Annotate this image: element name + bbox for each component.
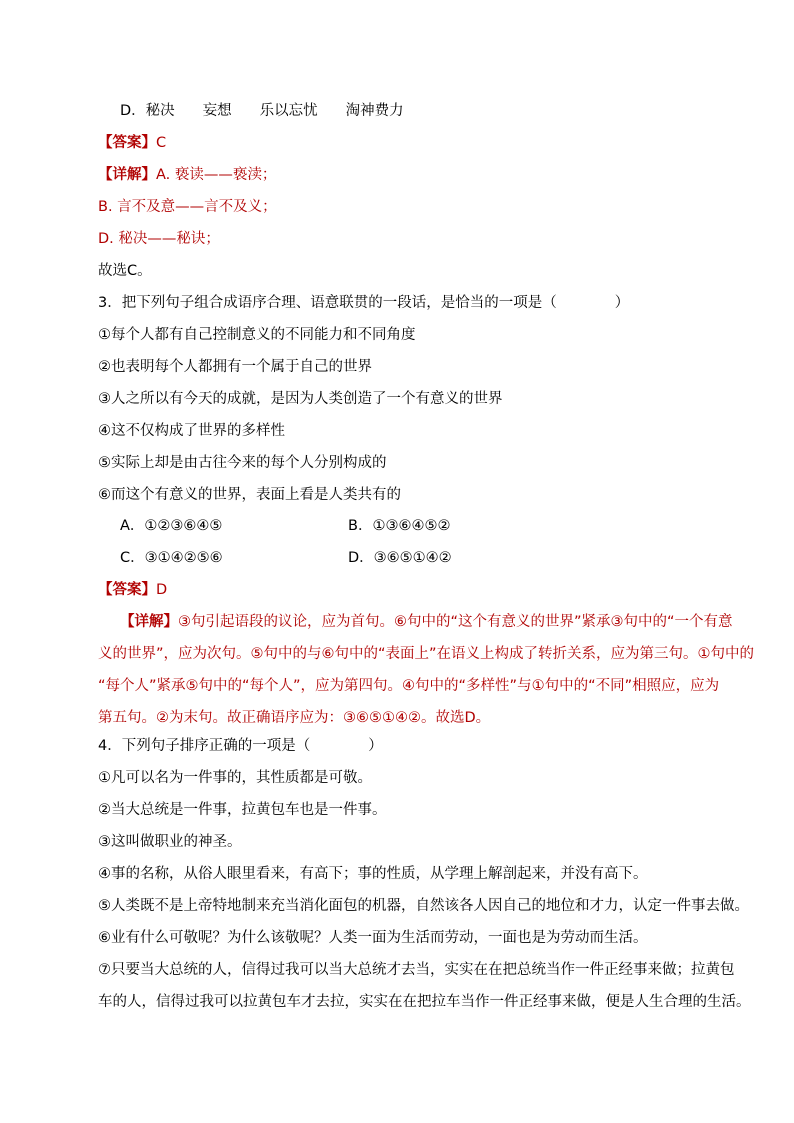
- q3-option-a: A．①②③⑥④⑤: [120, 518, 223, 534]
- q3-sentence-5: ⑤实际上却是由古往今来的每个人分别构成的: [98, 455, 387, 471]
- detail-tag: 【详解】: [120, 614, 178, 630]
- q3-sentence-2: ②也表明每个人都拥有一个属于自己的世界: [98, 359, 372, 375]
- q2-option-d-word2: 妄想: [202, 103, 232, 119]
- detail-text: ③句引起语段的议论，应为首句。⑥句中的“这个有意义的世界”紧承③句中的“一个有意: [178, 614, 733, 630]
- q3-answer: [98, 580, 738, 600]
- q3-sentence-1: ①每个人都有自己控制意义的不同能力和不同角度: [98, 327, 416, 343]
- q4-sentence-5: ⑤人类既不是上帝特地制来充当消化面包的机器，自然该各人因自己的地位和才力，认定一件事去做。: [98, 898, 749, 914]
- q2-option-d: [120, 101, 760, 121]
- q2-conclusion: 故选C。: [98, 263, 152, 279]
- q4-sentence-7-line-1: ⑦只要当大总统的人，信得过我可以当大总统才去当，实实在在把总统当作一件正经事来做；拉黄包: [98, 962, 735, 978]
- q3-detail-line-4: 第五句。②为末句。故正确语序应为：③⑥⑤①④②。故选D。: [98, 710, 491, 726]
- q3-option-d: D．③⑥⑤①④②: [348, 550, 452, 566]
- q2-option-d-word3: 乐以忘忧: [259, 103, 318, 119]
- q3-sentence-6: ⑥而这个有意义的世界，表面上看是人类共有的: [98, 487, 401, 503]
- answer-value: D: [156, 582, 168, 598]
- q3-stem: 3．把下列句子组合成语序合理、语意联贯的一段话，是恰当的一项是（ ）: [98, 295, 630, 311]
- q3-detail-line-2: 义的世界”，应为次句。⑤句中的与⑥句中的“表面上”在语义上构成了转折关系，应为第三句。①句中的: [98, 646, 755, 662]
- answer-tag: 【答案】: [98, 582, 156, 598]
- q2-detail-line-3: D. 秘决——秘诀；: [98, 231, 220, 247]
- q3-detail: [98, 606, 755, 734]
- q2-detail-line-2: B. 言不及意——言不及义；: [98, 199, 277, 215]
- q3-option-c: C．③①④②⑤⑥: [120, 550, 223, 566]
- detail-text: A. 亵读——亵渎；: [156, 167, 277, 183]
- q3-detail-line-3: “每个人”紧承⑤句中的“每个人”，应为第四句。④句中的“多样性”与①句中的“不同”相照应，应为: [98, 678, 720, 694]
- answer-tag: 【答案】: [98, 135, 156, 151]
- q2-option-d-word4: 淘神费力: [345, 103, 404, 119]
- q3-sentence-4: ④这不仅构成了世界的多样性: [98, 423, 285, 439]
- q4-sentence-7-line-2: 车的人，信得过我可以拉黄包车才去拉，实实在在把拉车当作一件正经事来做，便是人生合理的生活。: [98, 994, 751, 1010]
- q4-stem: 4．下列句子排序正确的一项是（ ）: [98, 738, 383, 754]
- q4-sentence-1: ①凡可以名为一件事的，其性质都是可敬。: [98, 770, 372, 786]
- q4-sentence-3: ③这叫做职业的神圣。: [98, 834, 242, 850]
- q3-option-b: B．①③⑥④⑤②: [348, 518, 451, 534]
- q4-sentence-6: ⑥业有什么可敬呢？为什么该敬呢？人类一面为生活而劳动，一面也是为劳动而生活。: [98, 930, 648, 946]
- q2-option-d-label: D．秘决: [120, 103, 175, 119]
- q4-sentence-4: ④事的名称，从俗人眼里看来，有高下；事的性质，从学理上解剖起来，并没有高下。: [98, 866, 648, 882]
- answer-value: C: [156, 135, 167, 151]
- q2-detail-line-1: [98, 165, 738, 185]
- detail-tag: 【详解】: [98, 167, 156, 183]
- q4-sentence-2: ②当大总统是一件事，拉黄包车也是一件事。: [98, 802, 387, 818]
- q3-sentence-3: ③人之所以有今天的成就，是因为人类创造了一个有意义的世界: [98, 391, 503, 407]
- q2-answer: [98, 133, 738, 153]
- q3-detail-line-1: [98, 606, 733, 638]
